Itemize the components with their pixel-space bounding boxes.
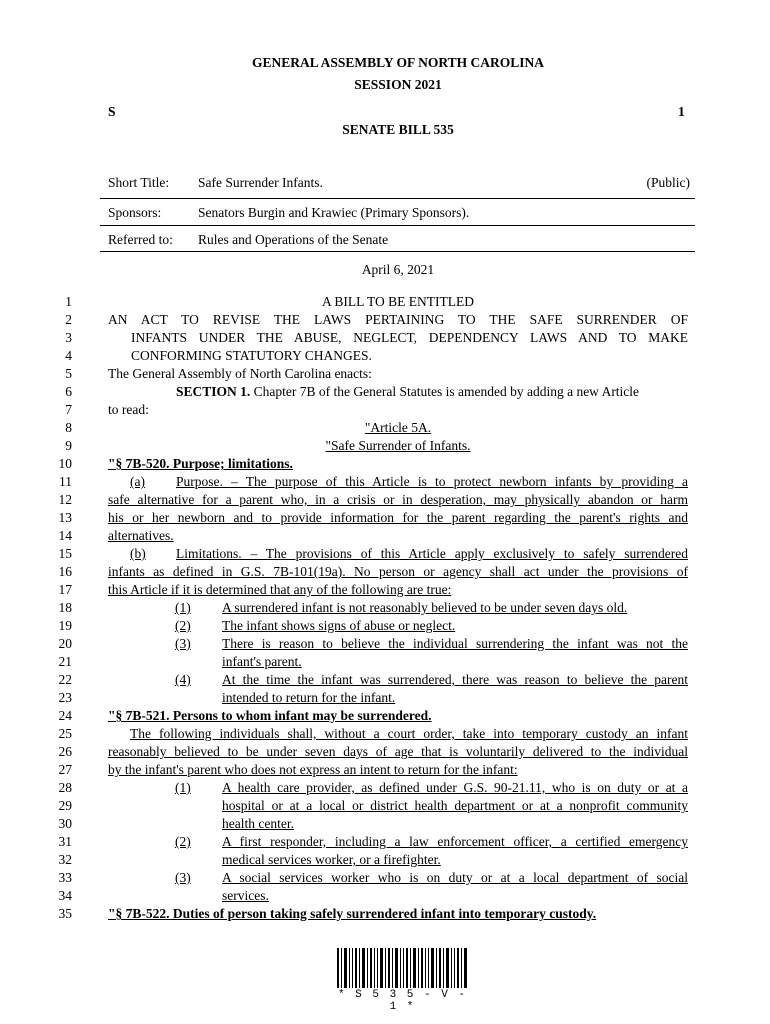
- divider: [100, 198, 695, 199]
- line-text: intended to return for the infant.: [222, 690, 396, 705]
- line-number: 2: [65, 312, 72, 327]
- line-number: 21: [58, 654, 72, 669]
- line-number: 18: [58, 600, 72, 615]
- line-text: infants as defined in G.S. 7B-101(19a). No person or agency shall act under the provisions of: [108, 564, 688, 579]
- article-number: "Article 5A.: [364, 420, 432, 435]
- line-text: [176, 384, 688, 400]
- section-heading: "§ 7B-521. Persons to whom infant may be surrendered.: [108, 708, 432, 723]
- line-text: Purpose. – The purpose of this Article is to protect newborn infants by providing a: [176, 474, 688, 489]
- barcode-text: * S 5 3 5 - V - 1 *: [337, 989, 468, 1013]
- line-text: At the time the infant was surrendered, there was reason to believe the parent: [222, 672, 688, 687]
- line-text: safe alternative for a parent who, in a crisis or in desperation, may physically abandon or harm: [108, 492, 688, 507]
- sponsors-value: Senators Burgin and Krawiec (Primary Sponsors).: [198, 205, 470, 220]
- line-number: 4: [65, 348, 72, 363]
- line-text: health center.: [222, 816, 294, 831]
- line-number: 16: [58, 564, 72, 579]
- line-number: 31: [58, 834, 72, 849]
- line-text: AN ACT TO REVISE THE LAWS PERTAINING TO THE SAFE SURRENDER OF: [108, 312, 688, 327]
- assembly-heading: GENERAL ASSEMBLY OF NORTH CAROLINA: [251, 55, 545, 70]
- line-text: A first responder, including a law enforcement officer, a certified emergency: [222, 834, 688, 849]
- line-number: 24: [58, 708, 72, 723]
- subsection-label: (b): [130, 546, 146, 561]
- line-number: 12: [58, 492, 72, 507]
- line-text: infant's parent.: [222, 654, 302, 669]
- line-text: reasonably believed to be under seven days of age that is voluntarily delivered to the individual: [108, 744, 688, 759]
- public-label: (Public): [646, 175, 690, 190]
- item-label: (2): [175, 618, 191, 633]
- short-title-value: Safe Surrender Infants.: [198, 175, 323, 190]
- line-text: A social services worker who is on duty or at a local department of social: [222, 870, 688, 885]
- line-text: services.: [222, 888, 269, 903]
- line-number: 10: [58, 456, 72, 471]
- bill-date: April 6, 2021: [361, 262, 435, 277]
- item-label: (3): [175, 636, 191, 651]
- line-text: hospital or at a local or district health department or at a nonprofit community: [222, 798, 688, 813]
- line-number: 34: [58, 888, 72, 903]
- referred-label: Referred to:: [108, 232, 173, 247]
- line-number: 32: [58, 852, 72, 867]
- divider: [100, 251, 695, 252]
- line-text: medical services worker, or a firefighter.: [222, 852, 441, 867]
- line-number: 9: [65, 438, 72, 453]
- line-number: 35: [58, 906, 72, 921]
- line-number: 29: [58, 798, 72, 813]
- line-text: alternatives.: [108, 528, 174, 543]
- line-number: 19: [58, 618, 72, 633]
- line-number: 33: [58, 870, 72, 885]
- line-number: 27: [58, 762, 72, 777]
- line-number: 26: [58, 744, 72, 759]
- line-text: The following individuals shall, without a court order, take into temporary custody an infant: [130, 726, 688, 741]
- section-heading: "§ 7B-520. Purpose; limitations.: [108, 456, 293, 471]
- item-label: (2): [175, 834, 191, 849]
- line-text: INFANTS UNDER THE ABUSE, NEGLECT, DEPENDENCY LAWS AND TO MAKE: [131, 330, 688, 345]
- short-title-label: Short Title:: [108, 175, 170, 190]
- line-number: 23: [58, 690, 72, 705]
- bill-title: SENATE BILL 535: [342, 122, 454, 137]
- line-number: 22: [58, 672, 72, 687]
- subsection-label: (a): [130, 474, 145, 489]
- line-text: this Article if it is determined that any of the following are true:: [108, 582, 452, 597]
- line-number: 3: [65, 330, 72, 345]
- barcode: [337, 948, 467, 988]
- line-text: A health care provider, as defined under G.S. 90-21.11, who is on duty or at a: [222, 780, 688, 795]
- line-number: 20: [58, 636, 72, 651]
- bill-heading: A BILL TO BE ENTITLED: [322, 294, 474, 309]
- line-number: 28: [58, 780, 72, 795]
- sponsors-label: Sponsors:: [108, 205, 162, 220]
- item-label: (1): [175, 780, 191, 795]
- line-text: CONFORMING STATUTORY CHANGES.: [131, 348, 372, 363]
- line-number: 7: [65, 402, 72, 417]
- line-text: There is reason to believe the individual surrendering the infant was not the: [222, 636, 688, 651]
- line-number: 8: [65, 420, 72, 435]
- line-number: 30: [58, 816, 72, 831]
- line-number: 17: [58, 582, 72, 597]
- line-text: his or her newborn and to provide information for the parent regarding the parent's rights and: [108, 510, 688, 525]
- item-label: (3): [175, 870, 191, 885]
- item-label: (4): [175, 672, 191, 687]
- line-text: to read:: [108, 402, 149, 417]
- chamber-letter: S: [108, 104, 116, 119]
- article-title: "Safe Surrender of Infants.: [325, 438, 471, 453]
- section-label: SECTION 1.: [176, 384, 251, 399]
- section-heading: "§ 7B-522. Duties of person taking safely surrendered infant into temporary custody.: [108, 906, 597, 921]
- line-text: by the infant's parent who does not express an intent to return for the infant:: [108, 762, 518, 777]
- line-text: A surrendered infant is not reasonably believed to be under seven days old.: [222, 600, 628, 615]
- line-number: 1: [65, 294, 72, 309]
- line-number: 15: [58, 546, 72, 561]
- item-label: (1): [175, 600, 191, 615]
- line-text: The General Assembly of North Carolina enacts:: [108, 366, 372, 381]
- line-text: The infant shows signs of abuse or neglect.: [222, 618, 456, 633]
- line-number: 6: [65, 384, 72, 399]
- divider: [100, 225, 695, 226]
- line-number: 13: [58, 510, 72, 525]
- line-number: 11: [59, 474, 72, 489]
- section-text: Chapter 7B of the General Statutes is amended by adding a new Article: [250, 384, 640, 399]
- line-text: Limitations. – The provisions of this Article apply exclusively to safely surrendered: [176, 546, 688, 561]
- line-number: 14: [58, 528, 72, 543]
- session-heading: SESSION 2021: [354, 77, 442, 92]
- line-number: 5: [65, 366, 72, 381]
- referred-value: Rules and Operations of the Senate: [198, 232, 389, 247]
- version-number: 1: [678, 104, 685, 119]
- line-number: 25: [58, 726, 72, 741]
